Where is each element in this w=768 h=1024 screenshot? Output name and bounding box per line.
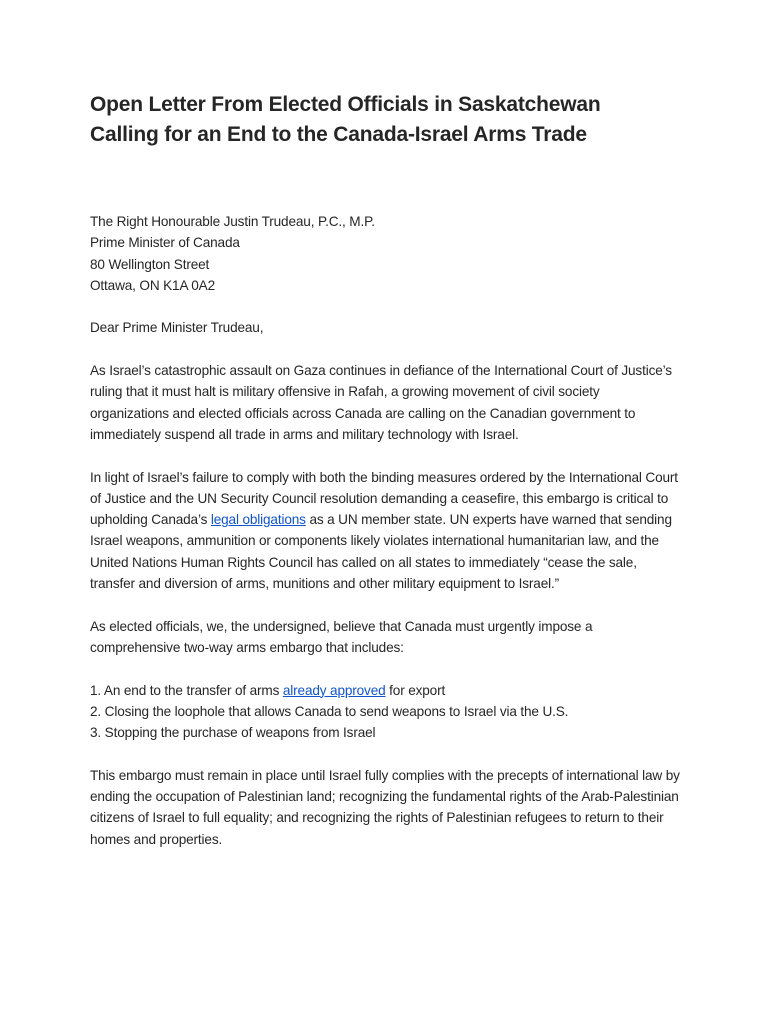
paragraph-embargo-call: As elected officials, we, the undersigned, believe that Canada must urgently impose a comprehensive two-way arms embargo that includes: [90,618,593,655]
list-item-1-text-start: 1. An end to the transfer of arms [90,682,283,698]
paragraph-gaza-assault: As Israel’s catastrophic assault on Gaza continues in defiance of the International Court of Justice’s ruling that it must halt is military offensive in Rafah, a growing movement of civil society organizations and elected officials across Canada are calling on the Canadian government to immediately suspend all trade in arms and military technology with Israel. [90,363,672,442]
list-item [90,680,680,701]
paragraph-2-text-start: In light of Israel’s failure to comply with both the binding measures ordered by the International Court of Justice and the UN Security Council resolution demanding a ceasefire, this embargo is critical to upholding Canada’s [90,469,678,528]
title-line-1: Open Letter From Elected Officials in Saskatchewan [90,93,601,116]
recipient-address [90,211,680,296]
list-item: 2. Closing the loophole that allows Canada to send weapons to Israel via the U.S. [90,703,569,719]
legal-obligations-link[interactable]: legal obligations [210,512,306,528]
letter-body [90,211,680,871]
address-line-street: 80 Wellington Street [90,256,210,272]
embargo-demands-list [90,680,680,744]
title-line-2: Calling for an End to the Canada-Israel Arms Trade [90,123,587,146]
list-item-1-text-end: for export [385,682,446,698]
address-line-title: Prime Minister of Canada [90,235,240,251]
salutation: Dear Prime Minister Trudeau, [90,320,264,336]
letter-header [90,90,680,150]
list-item: 3. Stopping the purchase of weapons from Israel [90,725,376,741]
address-line-name: The Right Honourable Justin Trudeau, P.C., M.P. [90,214,375,229]
paragraph-legal-obligations [90,467,680,595]
address-line-city: Ottawa, ON K1A 0A2 [90,277,215,293]
page-title [90,90,680,150]
already-approved-link[interactable]: already approved [282,682,386,698]
paragraph-2-text-end: as a UN member state. UN experts have warned that sending Israel weapons, ammunition or components likely violates international humanitarian law, and the United Nations Human Rights Council has called on all states to immediately “cease the sale, transfer and diversion of arms, munitions and other military equipment to Israel.” [90,512,672,592]
paragraph-embargo-conditions: This embargo must remain in place until Israel fully complies with the precepts of international law by ending the occupation of Palestinian land; recognizing the fundamental rights of the Arab-Palestinian citizens of Israel to full equality; and recognizing the rights of Palestinian refugees to return to their homes and properties. [90,767,680,847]
